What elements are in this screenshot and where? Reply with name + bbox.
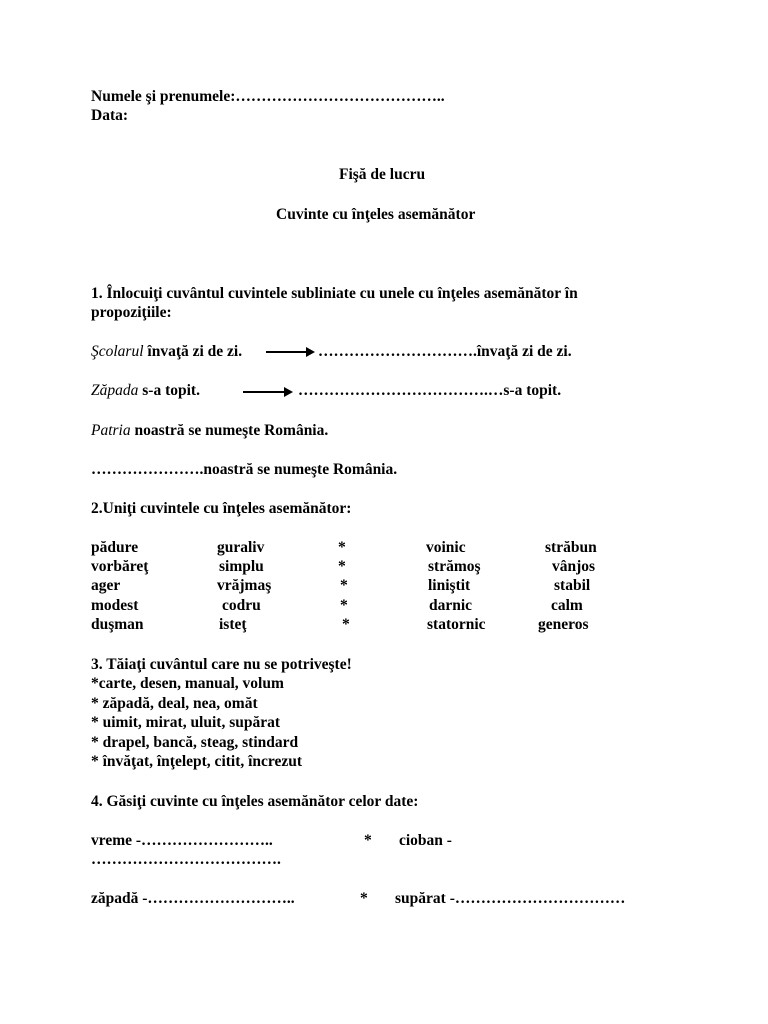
page-subtitle: Cuvinte cu înţeles asemănător [276,206,476,223]
ex2-r5-c4: generos [538,616,589,633]
ex2-r5-c2: isteţ [219,616,247,633]
ex1-s3-word: Patria [91,422,131,439]
ex2-r4-c3: darnic [429,597,473,614]
ex2-r4-c2: codru [222,597,261,614]
ex3-item: * învăţat, înţelept, citit, încrezut [91,753,303,770]
ex2-r2-c4: vânjos [552,558,596,575]
ex1-instruction: 1. Înlocuiţi cuvântul cuvintele subliniate cu unele cu înţeles asemănător în [91,285,578,302]
ex1-s2-rest: s-a topit. [138,382,200,399]
ex1-sentence-1 [91,342,242,361]
arrow-icon [266,347,315,357]
ex2-r3-star: * [340,577,348,594]
ex2-r1-c2: guraliv [217,539,265,556]
date-field-line: Data: [91,107,129,124]
ex2-r5-c1: duşman [91,616,144,633]
ex4-zapada: zăpadă -……………………….. [91,890,295,907]
ex3-item: * uimit, mirat, uluit, supărat [91,714,281,731]
ex2-r5-star: * [342,616,350,633]
ex3-item: *carte, desen, manual, volum [91,675,284,692]
ex1-sentence-2 [91,381,200,400]
ex1-s3-rest: noastră se numeşte România. [130,422,329,439]
ex4-separator: * [364,832,372,849]
ex4-suparat: supărat -…………………………… [395,890,626,907]
ex2-r4-c4: calm [551,597,583,614]
ex2-r3-c2: vrăjmaş [217,577,272,594]
ex2-r3-c1: ager [91,577,121,594]
ex4-instruction: 4. Găsiţi cuvinte cu înţeles asemănător celor date: [91,793,419,810]
ex3-instruction: 3. Tăiaţi cuvântul care nu se potriveşte! [91,656,352,673]
ex2-instruction: 2.Uniţi cuvintele cu înţeles asemănător: [91,500,352,517]
ex1-answer-3: ………………….noastră se numeşte România. [91,461,398,478]
ex2-r2-c3: strămoş [428,558,481,575]
ex1-s1-rest: învaţă zi de zi. [143,343,243,360]
ex1-instruction-cont: propoziţiile: [91,304,172,321]
ex2-r2-c1: vorbăreţ [91,558,149,575]
ex4-vreme: vreme -…………………….. [91,832,273,849]
ex3-item: * zăpadă, deal, nea, omăt [91,695,258,712]
ex3-item: * drapel, bancă, steag, stindard [91,734,299,751]
ex2-r1-star: * [338,539,346,556]
arrow-icon [243,387,293,397]
name-field-line: Numele şi prenumele:………………………………….. [91,88,445,105]
ex2-r1-c4: străbun [545,539,597,556]
ex2-r2-star: * [338,558,346,575]
ex2-r4-star: * [340,597,348,614]
ex2-r1-c3: voinic [426,539,466,556]
ex2-r2-c2: simplu [219,558,264,575]
ex1-s2-word: Zăpada [91,382,139,399]
ex2-r4-c1: modest [91,597,139,614]
ex2-r1-c1: pădure [91,539,139,556]
ex2-r3-c4: stabil [554,577,591,594]
ex4-cioban-dots: ………………………………. [91,851,281,868]
ex4-cioban: cioban - [399,832,452,849]
page-title: Fişă de lucru [339,166,426,183]
ex1-s1-word: Şcolarul [91,343,144,360]
ex2-r5-c3: statornic [427,616,486,633]
ex2-r3-c3: liniştit [428,577,471,594]
ex4-separator: * [360,890,368,907]
ex1-answer-2: ……………………………….…s-a topit. [298,382,562,399]
ex1-answer-1: ………………………….învaţă zi de zi. [318,343,572,360]
ex1-sentence-3 [91,421,328,440]
